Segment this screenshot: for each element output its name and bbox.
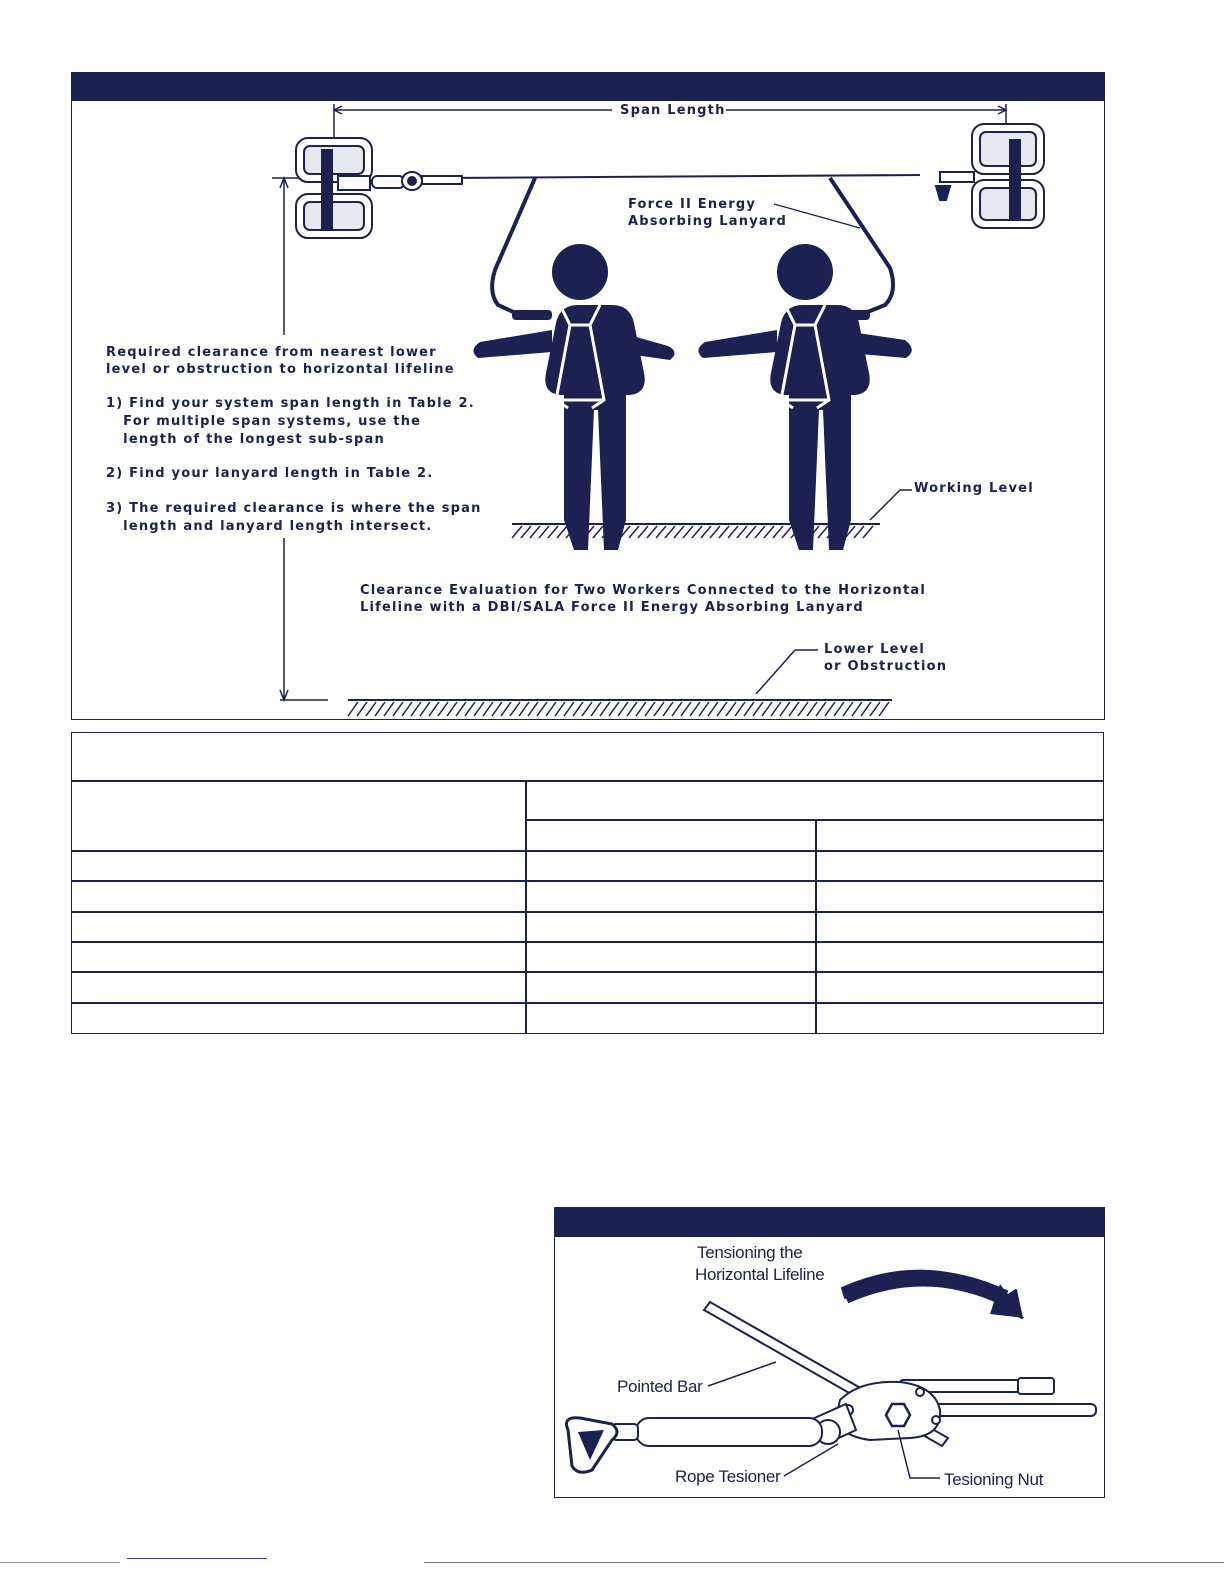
tensioning-title-line2: Horizontal Lifeline (695, 1265, 825, 1284)
footer-rule-link (127, 1558, 267, 1559)
footer-rule-right (424, 1562, 1224, 1563)
step3-line1: 3) The required clearance is where the span (106, 501, 482, 516)
caption-line1: Clearance Evaluation for Two Workers Connected to the Horizontal (360, 583, 927, 598)
step3-line2: length and lanyard length intersect. (106, 519, 433, 534)
footer-rule-left (0, 1562, 120, 1563)
step1-line1: 1) Find your system span length in Table 2. (106, 396, 475, 411)
step1-line3: length of the longest sub-span (106, 432, 385, 447)
carabiner-icon (567, 1418, 618, 1473)
step2: 2) Find your lanyard length in Table 2. (106, 466, 434, 481)
lower-level-label-line1: Lower Level (824, 642, 926, 657)
clearance-heading-line2: level or obstruction to horizontal lifeline (106, 362, 455, 377)
tensioning-title-line1: Tensioning the (697, 1243, 803, 1262)
span-length-label: Span Length (620, 103, 726, 118)
lower-level-label-line2: or Obstruction (824, 659, 948, 674)
lanyard-label-line2: Absorbing Lanyard (628, 214, 787, 229)
rope-tensioner-label: Rope Tesioner (675, 1467, 781, 1486)
pointed-bar-label: Pointed Bar (617, 1377, 703, 1396)
step1-line2: For multiple span systems, use the (106, 414, 422, 429)
caption-line2: Lifeline with a DBI/SALA Force II Energy Absorbing Lanyard (360, 600, 864, 615)
lanyard-label-line1: Force II Energy (628, 197, 757, 212)
working-level-label: Working Level (914, 481, 1034, 496)
clearance-heading-line1: Required clearance from nearest lower (106, 345, 437, 360)
tensioning-nut-label: Tesioning Nut (944, 1470, 1044, 1489)
